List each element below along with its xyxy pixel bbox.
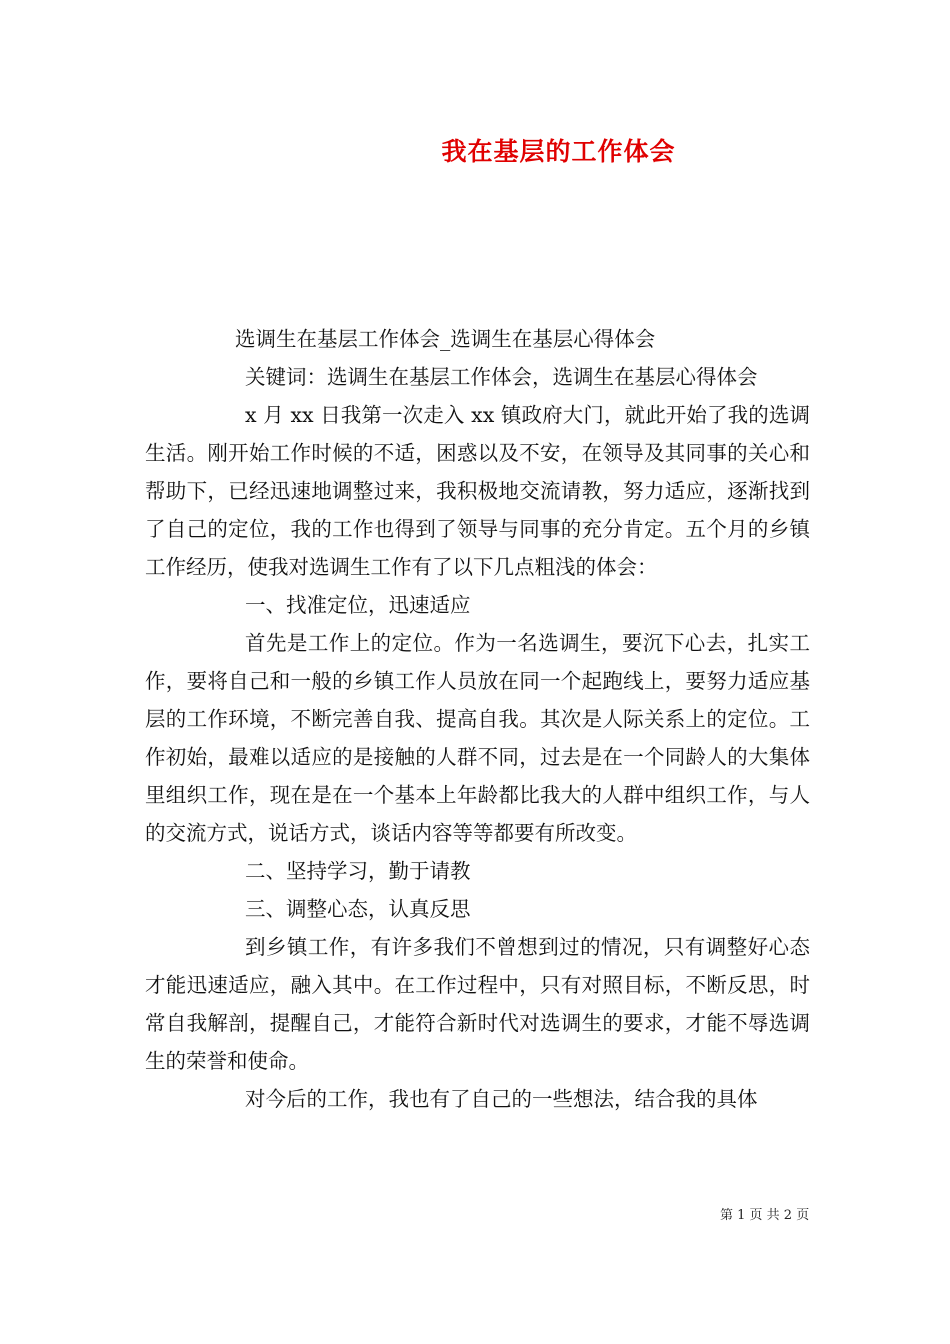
paragraph-future: 对今后的工作，我也有了自己的一些想法，结合我的具体 — [245, 1087, 758, 1111]
section-heading-2: 二、坚持学习，勤于请教 — [245, 859, 471, 883]
paragraph-intro: x 月 xx 日我第一次走入 xx 镇政府大门，就此开始了我的选调生活。刚开始工作时候的不适，困惑以及不安，在领导及其同事的关心和帮助下，已经迅速地调整过来，我积极地交流请教，努力适应，逐渐找到了自己的定位，我的工作也得到了领导与同事的充分肯定。五个月的乡镇工作经历，使我对选调生工作有了以下几点粗浅的体会： — [145, 403, 810, 579]
document-body — [145, 320, 810, 1118]
paragraph-section-3: 到乡镇工作，有许多我们不曾想到过的情况，只有调整好心态才能迅速适应，融入其中。在工作过程中，只有对照目标，不断反思，时常自我解剖，提醒自己，才能符合新时代对选调生的要求，才能不辱选调生的荣誉和使命。 — [145, 935, 810, 1073]
keywords-line: 关键词：选调生在基层工作体会，选调生在基层心得体会 — [245, 365, 758, 389]
document-title: 我在基层的工作体会 — [441, 137, 676, 166]
page-number: 第 1 页 共 2 页 — [720, 1208, 810, 1223]
document-subtitle: 选调生在基层工作体会_选调生在基层心得体会 — [235, 327, 656, 351]
section-heading-1: 一、找准定位，迅速适应 — [245, 593, 471, 617]
section-heading-3: 三、调整心态，认真反思 — [245, 897, 471, 921]
paragraph-section-1: 首先是工作上的定位。作为一名选调生，要沉下心去，扎实工作，要将自己和一般的乡镇工作人员放在同一个起跑线上，要努力适应基层的工作环境，不断完善自我、提高自我。其次是人际关系上的定位。工作初始，最难以适应的是接触的人群不同，过去是在一个同龄人的大集体里组织工作，现在是在一个基本上年龄都比我大的人群中组织工作，与人的交流方式，说话方式，谈话内容等等都要有所改变。 — [145, 631, 810, 845]
